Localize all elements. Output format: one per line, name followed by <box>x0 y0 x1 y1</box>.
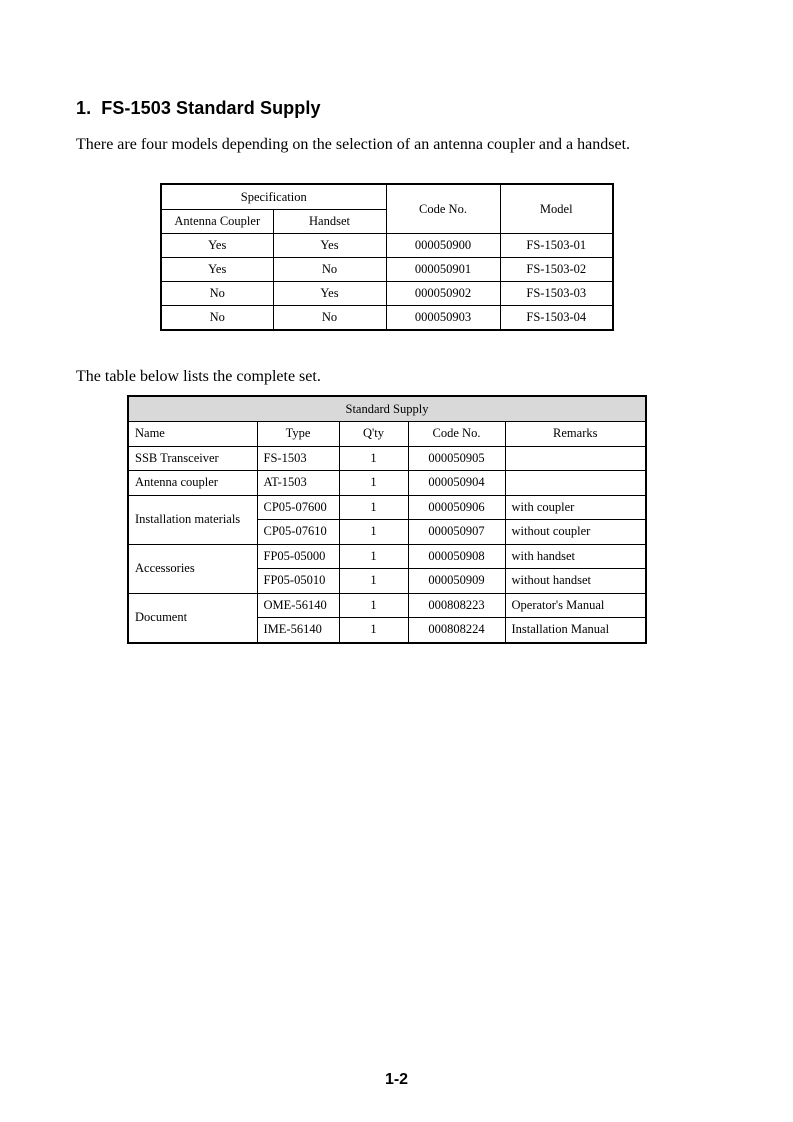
name-cell: Antenna coupler <box>128 471 257 496</box>
code-cell: 000050900 <box>386 234 500 258</box>
table-row <box>128 495 646 520</box>
code-cell: 000050906 <box>408 495 505 520</box>
code-cell: 000808224 <box>408 618 505 643</box>
remarks-cell: without handset <box>505 569 646 594</box>
qty-header: Q'ty <box>339 422 408 447</box>
page-number: 1-2 <box>384 1071 409 1088</box>
code-cell: 000050901 <box>386 258 500 282</box>
section-title: FS-1503 Standard Supply <box>101 98 321 118</box>
table-row <box>128 593 646 618</box>
remarks-cell: with handset <box>505 544 646 569</box>
section-number: 1. <box>76 98 92 118</box>
intro-paragraph: There are four models depending on the selection of an antenna coupler and a handset. <box>76 136 631 153</box>
name-cell: Accessories <box>128 544 257 593</box>
table-row <box>161 258 613 282</box>
remarks-cell: without coupler <box>505 520 646 545</box>
type-cell: FP05-05000 <box>257 544 339 569</box>
handset-cell: No <box>273 258 386 282</box>
type-cell: CP05-07600 <box>257 495 339 520</box>
type-cell: AT-1503 <box>257 471 339 496</box>
table-row <box>161 234 613 258</box>
name-cell: SSB Transceiver <box>128 446 257 471</box>
remarks-cell <box>505 471 646 496</box>
table-row <box>128 544 646 569</box>
section-heading <box>76 98 321 119</box>
table-row <box>161 282 613 306</box>
type-cell: CP05-07610 <box>257 520 339 545</box>
qty-cell: 1 <box>339 593 408 618</box>
table-row <box>128 471 646 496</box>
code-header: Code No. <box>386 184 500 234</box>
model-header: Model <box>500 184 613 234</box>
models-table <box>160 183 614 331</box>
model-cell: FS-1503-04 <box>500 306 613 331</box>
complete-set-paragraph: The table below lists the complete set. <box>76 368 321 385</box>
type-header: Type <box>257 422 339 447</box>
antenna-coupler-header: Antenna Coupler <box>161 210 273 234</box>
table-row <box>128 446 646 471</box>
qty-cell: 1 <box>339 446 408 471</box>
standard-supply-table <box>127 395 647 644</box>
name-header: Name <box>128 422 257 447</box>
code-cell: 000050904 <box>408 471 505 496</box>
spec-header: Specification <box>161 184 386 210</box>
code-cell: 000050909 <box>408 569 505 594</box>
handset-header: Handset <box>273 210 386 234</box>
model-cell: FS-1503-01 <box>500 234 613 258</box>
handset-cell: Yes <box>273 234 386 258</box>
qty-cell: 1 <box>339 544 408 569</box>
qty-cell: 1 <box>339 569 408 594</box>
remarks-cell: Installation Manual <box>505 618 646 643</box>
remarks-cell: Operator's Manual <box>505 593 646 618</box>
code-cell: 000808223 <box>408 593 505 618</box>
type-cell: IME-56140 <box>257 618 339 643</box>
code-cell: 000050902 <box>386 282 500 306</box>
handset-cell: Yes <box>273 282 386 306</box>
code-cell: 000050903 <box>386 306 500 331</box>
antenna-cell: No <box>161 282 273 306</box>
code-cell: 000050908 <box>408 544 505 569</box>
table-row <box>161 306 613 331</box>
antenna-cell: Yes <box>161 234 273 258</box>
antenna-cell: Yes <box>161 258 273 282</box>
code-header: Code No. <box>408 422 505 447</box>
name-cell: Document <box>128 593 257 643</box>
table-title: Standard Supply <box>128 396 646 422</box>
type-cell: OME-56140 <box>257 593 339 618</box>
remarks-cell <box>505 446 646 471</box>
remarks-cell: with coupler <box>505 495 646 520</box>
handset-cell: No <box>273 306 386 331</box>
model-cell: FS-1503-03 <box>500 282 613 306</box>
type-cell: FP05-05010 <box>257 569 339 594</box>
antenna-cell: No <box>161 306 273 331</box>
model-cell: FS-1503-02 <box>500 258 613 282</box>
qty-cell: 1 <box>339 520 408 545</box>
remarks-header: Remarks <box>505 422 646 447</box>
name-cell: Installation materials <box>128 495 257 544</box>
type-cell: FS-1503 <box>257 446 339 471</box>
qty-cell: 1 <box>339 618 408 643</box>
code-cell: 000050905 <box>408 446 505 471</box>
qty-cell: 1 <box>339 471 408 496</box>
header-row <box>128 422 646 447</box>
code-cell: 000050907 <box>408 520 505 545</box>
qty-cell: 1 <box>339 495 408 520</box>
